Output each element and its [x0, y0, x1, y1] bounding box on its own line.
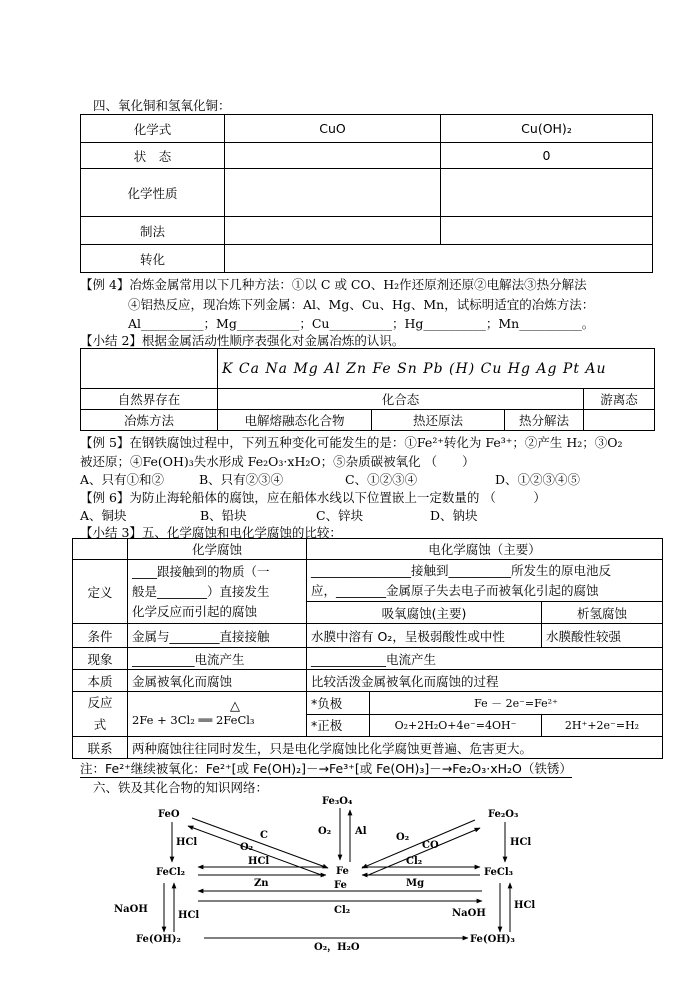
node-feo: FeO — [158, 809, 180, 820]
label-hcl-a: HCl — [176, 837, 198, 848]
example4-line1: 【例 4】冶炼金属常用以下几种方法：①以 C 或 CO、H₂作还原剂还原②电解法③热分解法 — [80, 277, 587, 292]
label-hcl-c: HCl — [248, 856, 270, 867]
example6-option-d: D、钠块 — [430, 508, 478, 523]
def-elec-2: 应，________金属原子失去电子而被氧化引起的腐蚀 — [311, 582, 599, 598]
cell-state-cuo — [225, 143, 441, 169]
node-feoh2: Fe(OH)₂ — [136, 934, 181, 945]
rxn-label-2: 式 — [93, 717, 107, 732]
col-cuoh2: Cu(OH)₂ — [441, 115, 653, 143]
example4-line2: ④铝热反应，现冶炼下列金属：Al、Mg、Cu、Hg、Mn，试标明适宜的冶炼方法： — [128, 297, 595, 312]
cell-prep-cuo — [225, 217, 441, 245]
combined-state: 化合态 — [218, 389, 584, 410]
example5-option-b: B、只有②③④ — [199, 472, 284, 487]
cell-convert — [225, 245, 653, 273]
link-text: 两种腐蚀往往同时发生，只是电化学腐蚀比化学腐蚀更普遍、危害更大。 — [128, 737, 663, 759]
label-cl2-a: Cl₂ — [406, 856, 423, 867]
section4-heading: 四、氧化铜和氢氧化铜： — [93, 98, 231, 113]
head-label: 化学式 — [81, 115, 225, 143]
label-o2-c: O₂ — [396, 832, 410, 843]
def-elec-1: ________________接触到__________所发生的原电池反 — [311, 562, 612, 578]
link-label: 联系 — [73, 737, 128, 759]
example4-line3: Al__________；Mg__________；Cu__________；Hg__________；Mn__________。 — [128, 316, 595, 331]
summary2-heading: 【小结 2】根据金属活动性顺序表强化对金属冶炼的认识。 — [80, 333, 405, 348]
activity-series: K Ca Na Mg Al Zn Fe Sn Pb (H) Cu Hg Ag Pt Au — [218, 349, 655, 389]
cell-prop-cuo — [225, 169, 441, 217]
pos-h2: 2H⁺+2e⁻=H₂ — [542, 714, 663, 737]
node-feoh3: Fe(OH)₃ — [470, 934, 515, 945]
example6-option-b: B、铅块 — [200, 508, 247, 523]
neg-label: *负极 — [307, 692, 370, 715]
metal-series-table — [80, 348, 655, 431]
label-cl2-b: Cl₂ — [334, 905, 351, 916]
neg-eq: Fe － 2e⁻=Fe²⁺ — [370, 692, 663, 715]
example5-option-a: A、只有①和② — [80, 472, 165, 487]
nature-label: 自然界存在 — [81, 389, 218, 410]
note-text: 注：Fe²⁺继续被氧化：Fe²⁺[或 Fe(OH)₂]－→Fe³⁺[或 Fe(OH)₃]－→Fe₂O₃·xH₂O（铁锈） — [80, 761, 572, 776]
label-co: CO — [422, 840, 439, 851]
cell-prop-cuoh2 — [441, 169, 653, 217]
phen-elec: ____________电流产生 — [307, 648, 663, 670]
example5-option-d: D、①②③④⑤ — [495, 472, 581, 487]
def-chem-1: ____跟接触到的物质（一 — [132, 563, 270, 579]
ess-label: 本质 — [73, 670, 128, 692]
def-chem-2: 般是________）直接发生 — [132, 583, 270, 599]
series-blank — [81, 349, 218, 389]
example5-option-c: C、①②③④ — [345, 472, 418, 487]
example5-line1: 【例 5】在钢铁腐蚀过程中，下列五种变化可能发生的是：①Fe²⁺转化为 Fe³⁺；②产生 H₂；③O₂ — [80, 435, 623, 450]
cell-state-cuoh2: 0 — [441, 143, 653, 169]
free-state: 游离态 — [584, 389, 655, 410]
row-chem-prop: 化学性质 — [81, 169, 225, 217]
node-fecl3: FeCl₃ — [484, 867, 514, 878]
label-hcl-b: HCl — [510, 837, 532, 848]
def-chem-cell — [128, 560, 307, 624]
corr-blank — [73, 539, 128, 560]
pos-label: *正极 — [307, 714, 370, 737]
col-chem-corrosion: 化学腐蚀 — [128, 539, 307, 560]
label-hcl-d: HCl — [178, 910, 200, 921]
def-chem-3: 化学反应而引起的腐蚀 — [132, 603, 258, 619]
ess-chem: 金属被氧化而腐蚀 — [128, 670, 307, 692]
col-cuo: CuO — [225, 115, 441, 143]
sub-h2-corrosion: 析氢腐蚀 — [542, 602, 663, 624]
example5-line2: 被还原；④Fe(OH)₃失水形成 Fe₂O₃·xH₂O；⑤杂质碳被氧化 （ ） — [80, 454, 475, 469]
ess-elec: 比较活泼金属被氧化而腐蚀的过程 — [307, 670, 663, 692]
phen-chem: __________电流产生 — [128, 648, 307, 670]
cuo-table — [80, 114, 653, 273]
label-hcl-e: HCl — [514, 900, 536, 911]
sub-o2-corrosion: 吸氧腐蚀(主要) — [307, 602, 542, 624]
electrolysis: 电解熔融态化合物 — [218, 410, 372, 431]
row-prep: 制法 — [81, 217, 225, 245]
thermal-reduction: 热还原法 — [372, 410, 505, 431]
rxn-chem: 2Fe + 3Cl₂ ══ 2FeCl₃ — [132, 713, 255, 727]
row-state: 状 态 — [81, 143, 225, 169]
def-label: 定义 — [73, 560, 128, 624]
heat-symbol: △ — [230, 699, 240, 714]
node-fe: Fe — [336, 866, 349, 877]
label-naoh-b: NaOH — [452, 908, 486, 919]
label-o2-a: O₂ — [240, 842, 254, 853]
cond-label: 条件 — [73, 624, 128, 648]
example6-option-a: A、铜块 — [80, 508, 127, 523]
label-mg: Mg — [406, 878, 425, 889]
cond-o2: 水膜中溶有 O₂，呈极弱酸性或中性 — [307, 624, 542, 648]
thermal-decomp: 热分解法 — [505, 410, 584, 431]
cond-chem: 金属与________直接接触 — [128, 624, 307, 648]
smelt-blank — [584, 410, 655, 431]
corrosion-table — [72, 538, 663, 759]
phen-label: 现象 — [73, 648, 128, 670]
label-zn: Zn — [254, 878, 269, 889]
col-elec-corrosion: 电化学腐蚀（主要） — [307, 539, 663, 560]
rxn-chem-cell — [128, 692, 307, 737]
rxn-label-1: 反应 — [87, 695, 113, 710]
label-fe: Fe — [334, 880, 347, 891]
node-fe3o4: Fe₃O₄ — [322, 796, 353, 807]
def-elec-cell — [307, 560, 663, 602]
pos-o2: O₂+2H₂O+4e⁻=4OH⁻ — [370, 714, 542, 737]
rxn-label-cell — [73, 692, 128, 737]
section6-heading: 六、铁及其化合物的知识网络： — [93, 780, 269, 795]
example6-option-c: C、锌块 — [316, 508, 364, 523]
iron-network-diagram — [100, 790, 560, 955]
example6-line1: 【例 6】为防止海轮船体的腐蚀，应在船体水线以下位置嵌上一定数量的 （ ） — [80, 490, 546, 505]
label-o2-h2o: O₂，H₂O — [314, 942, 360, 953]
label-c: C — [260, 830, 268, 841]
cell-prep-cuoh2 — [441, 217, 653, 245]
node-fecl2: FeCl₂ — [156, 867, 186, 878]
node-fe2o3: Fe₂O₃ — [488, 809, 519, 820]
smelt-label: 冶炼方法 — [81, 410, 218, 431]
row-convert: 转化 — [81, 245, 225, 273]
label-naoh-a: NaOH — [114, 904, 148, 915]
label-al: Al — [355, 826, 367, 837]
summary3-heading: 【小结 3】五、化学腐蚀和电化学腐蚀的比较： — [80, 525, 342, 540]
label-o2-b: O₂ — [318, 826, 332, 837]
cond-h2: 水膜酸性较强 — [542, 624, 663, 648]
